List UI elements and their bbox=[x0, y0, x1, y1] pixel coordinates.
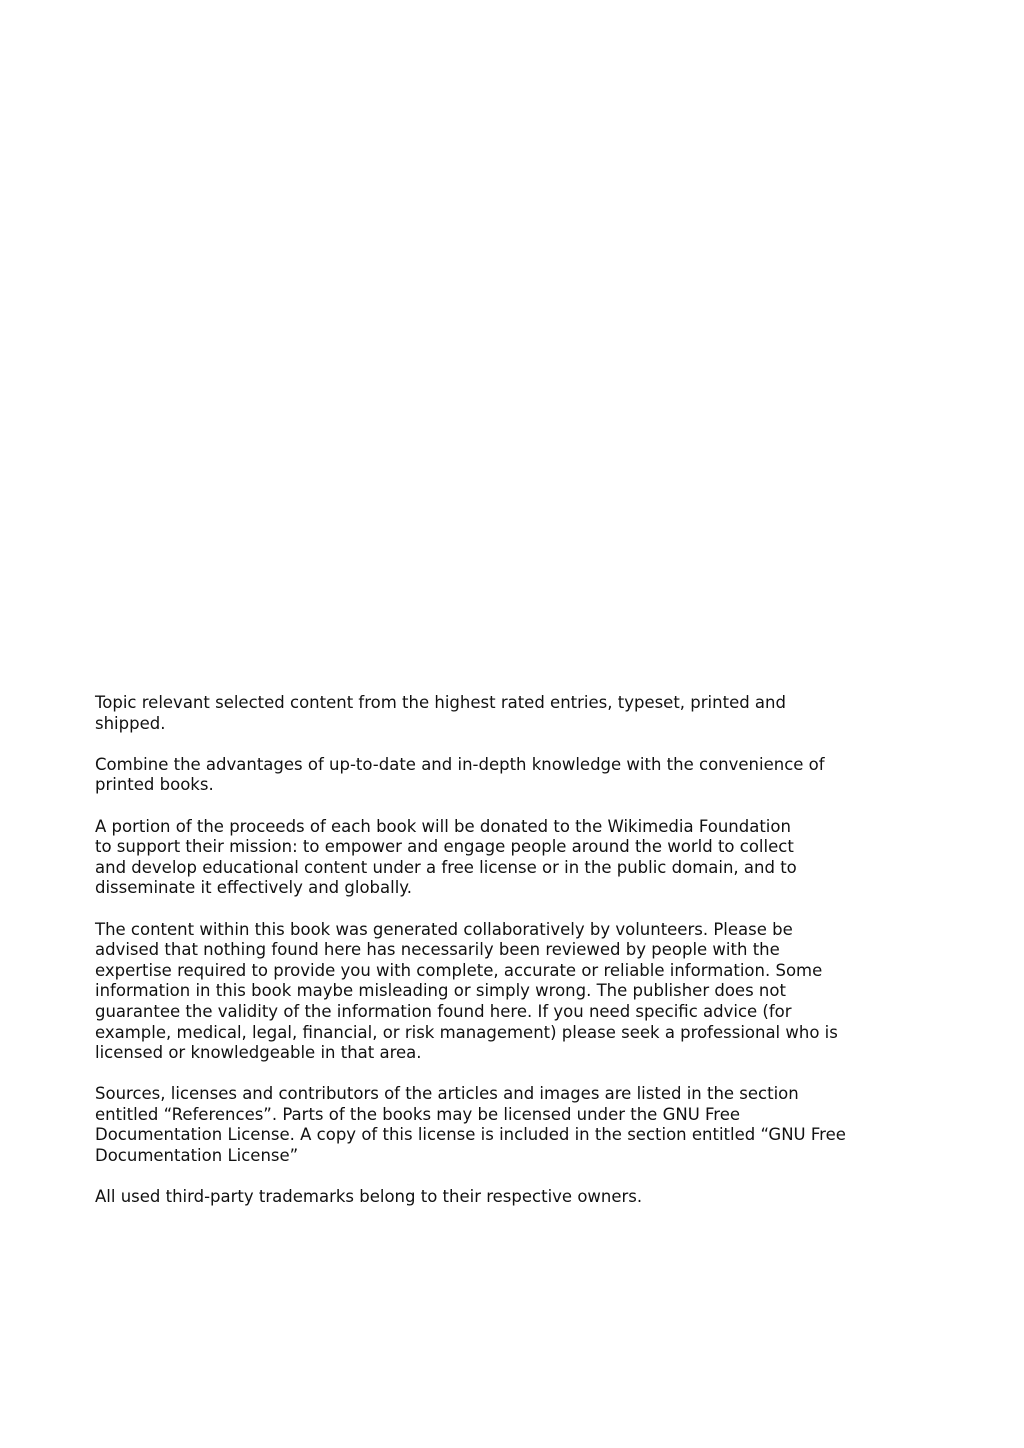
paragraph-combine-advantages: Combine the advantages of up-to-date and in-depth knowledge with the convenience of printed books. bbox=[95, 754, 825, 795]
paragraph-topic-relevant: Topic relevant selected content from the highest rated entries, typeset, printed and shipped. bbox=[95, 693, 786, 733]
disclaimer-text-block bbox=[95, 693, 895, 1208]
paragraph-trademarks: All used third-party trademarks belong to their respective owners. bbox=[95, 1187, 643, 1207]
paragraph-wikimedia-donation: A portion of the proceeds of each book will be donated to the Wikimedia Foundation to support their mission: to empower and engage people around the world to collect and develop educational content under a free license or in the public domain, and to disseminate it effectively and globally. bbox=[95, 816, 797, 898]
paragraph-volunteer-disclaimer: The content within this book was generated collaboratively by volunteers. Please be advised that nothing found here has necessarily been reviewed by people with the expertise required to provide you with complete, accurate or reliable information. Some information in this book maybe misleading or simply wrong. The publisher does not guarantee the validity of the information found here. If you need specific advice (for example, medical, legal, financial, or risk management) please seek a professional who is licensed or knowledgeable in that area. bbox=[95, 919, 838, 1063]
paragraph-sources-licenses: Sources, licenses and contributors of the articles and images are listed in the section entitled “References”. Parts of the books may be licensed under the GNU Free Documentation License. A copy of this license is included in the section entitled “GNU Free Documentation License” bbox=[95, 1084, 846, 1166]
